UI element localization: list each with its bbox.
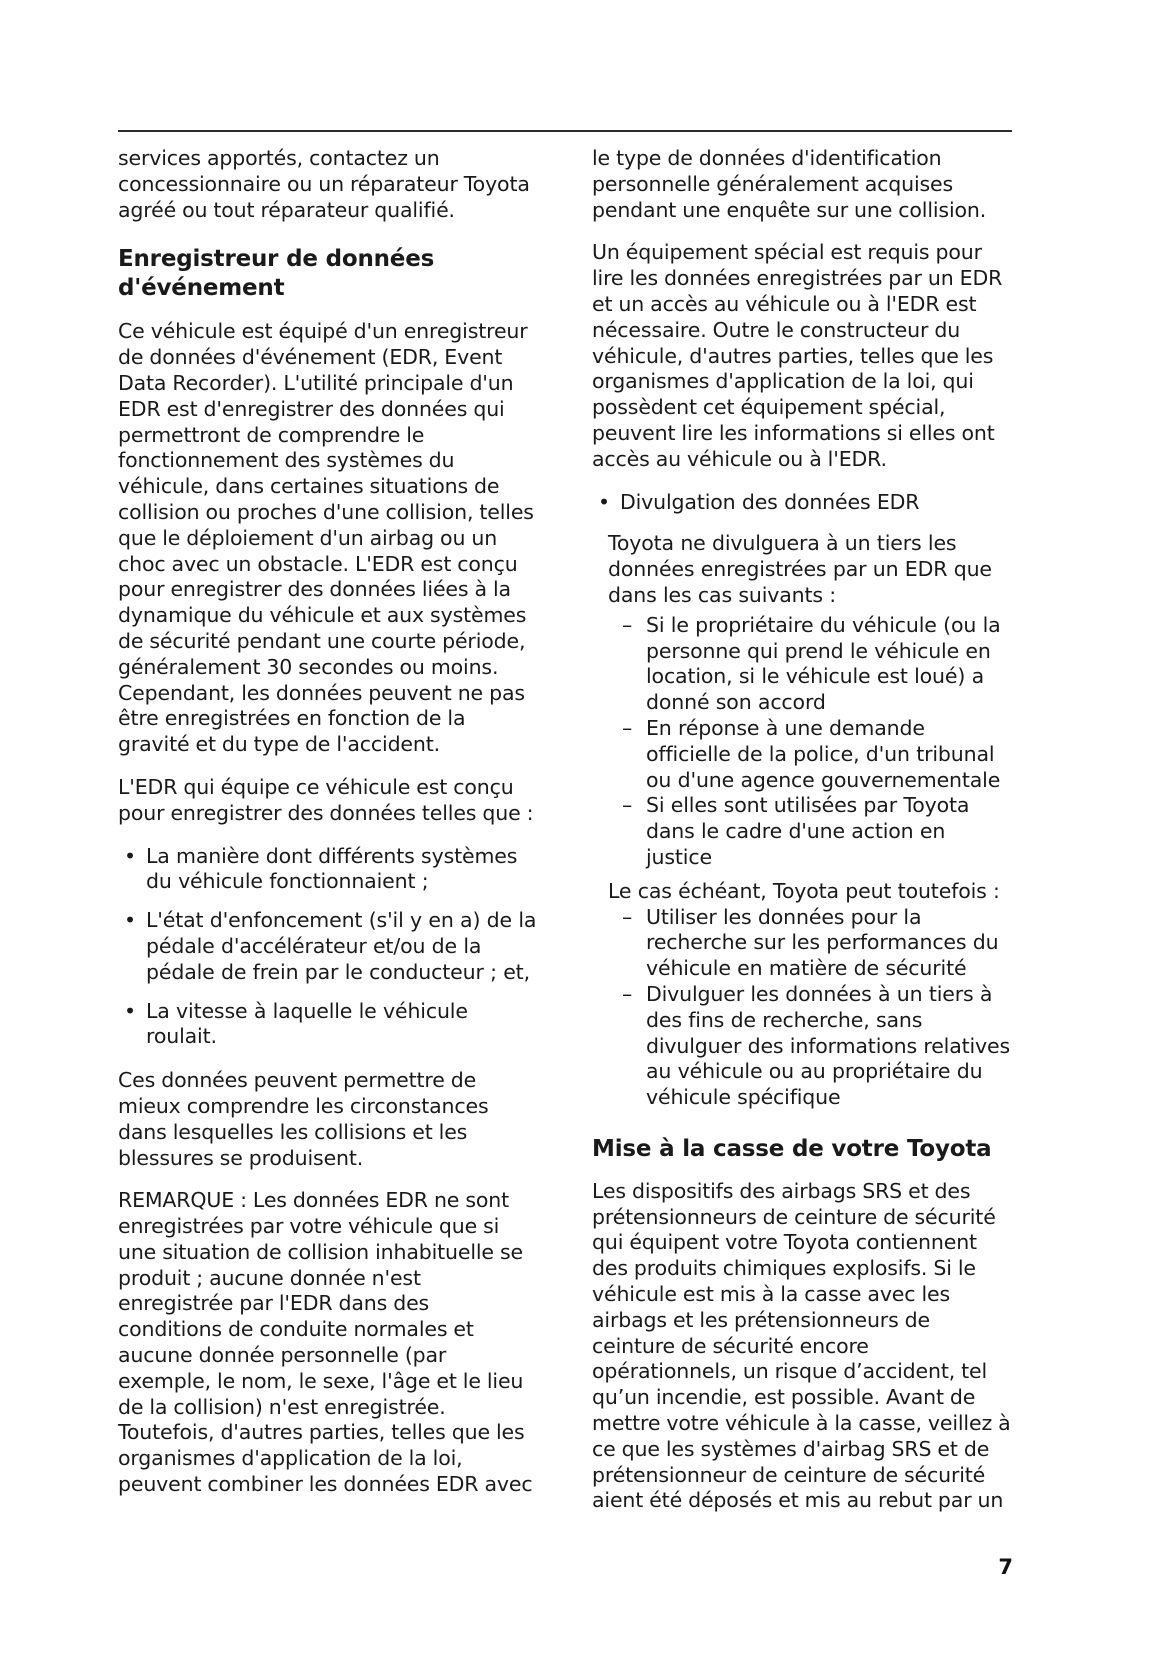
- paragraph-scrapping-warning: Les dispositifs des airbags SRS et des prétensionneurs de ceinture de sécurité qui équipent votre Toyota contiennent des produits chimiques explosifs. Si le véhicule est mis à la casse avec les airbags et les prétensionneurs de ceinture de sécurité encore opérationnels, un risque d’accident, tel qu’un incendie, est possible. Avant de mettre votre véhicule à la casse, veillez à ce que les systèmes d'airbag SRS et de prétensionneur de ceinture de sécurité aient été déposés et mis au rebut par un: [592, 1178, 1011, 1513]
- list-item: [592, 490, 1012, 516]
- paragraph-edr-records-intro: L'EDR qui équipe ce véhicule est conçu pour enregistrer des données telles que :: [118, 774, 534, 825]
- bullet-dot-icon: •: [124, 908, 136, 933]
- list-item: [118, 844, 538, 896]
- list-item-label: Divulguer les données à un tiers à des fins de recherche, sans divulguer des informations relatives au véhicule ou au propriétaire du véhicule spécifique: [646, 981, 1011, 1110]
- paragraph-special-equipment: Un équipement spécial est requis pour lire les données enregistrées par un EDR et un accès au véhicule ou à l'EDR est nécessaire. Outre le constructeur du véhicule, d'autres parties, telles que les organismes d'application de la loi, qui possèdent cet équipement spécial, peuvent lire les informations si elles ont accès au véhicule ou à l'EDR.: [592, 240, 1003, 471]
- paragraph-remarque-note: REMARQUE : Les données EDR ne sont enregistrées par votre véhicule que si une situation de collision inhabituelle se produit ; aucune donnée n'est enregistrée par l'EDR dans des conditions de conduite normales et aucune donnée personnelle (par exemple, le nom, le sexe, l'âge et le lieu de la collision) n'est enregistrée. Toutefois, d'autres parties, telles que les organismes d'application de la loi, peuvent combiner les données EDR avec: [118, 1188, 533, 1497]
- bullet-dot-icon: •: [598, 489, 610, 514]
- list-item: [622, 982, 1012, 1111]
- bullet-dot-icon: •: [124, 843, 136, 868]
- continued-paragraph: services apportés, contactez un concessionnaire ou un réparateur Toyota agréé ou tout réparateur qualifié.: [118, 146, 530, 222]
- bullet-dot-icon: •: [124, 998, 136, 1023]
- list-item: [622, 613, 1012, 716]
- paragraph-disclosure-intro: Toyota ne divulguera à un tiers les données enregistrées par un EDR que dans les cas suivants :: [608, 531, 992, 607]
- section-heading-scrapping-toyota: Mise à la casse de votre Toyota: [592, 1135, 992, 1162]
- list-item-label: Utiliser les données pour la recherche sur les performances du véhicule en matière de sécurité: [646, 904, 999, 981]
- list-item: [622, 793, 1012, 870]
- two-column-layout: [118, 146, 1012, 1531]
- disclosure-conditions-list: [592, 613, 1012, 871]
- list-item: [622, 716, 1012, 793]
- dash-bullet-icon: –: [622, 793, 633, 818]
- paragraph-personal-identification-data: le type de données d'identification personnelle généralement acquises pendant une enquête sur une collision.: [592, 146, 987, 222]
- section-heading-event-data-recorder: Enregistreur de données d'événement: [118, 246, 435, 302]
- left-column: [118, 146, 538, 1531]
- paragraph-data-usefulness: Ces données peuvent permettre de mieux comprendre les circonstances dans lesquelles les collisions et les blessures se produisent.: [118, 1068, 489, 1170]
- dash-bullet-icon: –: [622, 715, 633, 740]
- exception-uses-list: [592, 905, 1012, 1111]
- list-item-label: L'état d'enfoncement (s'il y en a) de la pédale d'accélérateur et/ou de la pédale de frein par le conducteur ; et,: [146, 908, 537, 984]
- page-number: 7: [998, 1555, 1013, 1579]
- dash-bullet-icon: –: [622, 981, 633, 1006]
- list-item-label: En réponse à une demande officielle de la police, d'un tribunal ou d'une agence gouvernementale: [646, 715, 1001, 792]
- dash-bullet-icon: –: [622, 612, 633, 637]
- list-item-label: Si le propriétaire du véhicule (ou la personne qui prend le véhicule en location, si le véhicule est loué) a donné son accord: [646, 612, 1001, 715]
- list-item: [118, 999, 538, 1051]
- header-rule-divider: [118, 130, 1012, 132]
- list-item-label: Divulgation des données EDR: [620, 489, 920, 514]
- paragraph-edr-description: Ce véhicule est équipé d'un enregistreur de données d'événement (EDR, Event Data Recorder). L'utilité principale d'un EDR est d'enregistrer des données qui permettront de comprendre le fonctionnement des systèmes du véhicule, dans certaines situations de collision ou proches d'une collision, telles que le déploiement d'un airbag ou un choc avec un obstacle. L'EDR est conçu pour enregistrer des données liées à la dynamique du véhicule et aux systèmes de sécurité pendant une courte période, généralement 30 secondes ou moins. Cependant, les données peuvent ne pas être enregistrées en fonction de la gravité et du type de l'accident.: [118, 319, 534, 757]
- list-item-label: Si elles sont utilisées par Toyota dans le cadre d'une action en justice: [646, 793, 970, 869]
- edr-data-types-list: [118, 844, 538, 1051]
- edr-disclosure-list: [592, 490, 1012, 516]
- list-item-label: La manière dont différents systèmes du véhicule fonctionnaient ;: [146, 843, 518, 894]
- right-column: [592, 146, 1012, 1531]
- list-item: [118, 908, 538, 985]
- list-item-label: La vitesse à laquelle le véhicule roulait.: [146, 998, 468, 1049]
- dash-bullet-icon: –: [622, 904, 633, 929]
- list-item: [622, 905, 1012, 982]
- paragraph-exception-intro: Le cas échéant, Toyota peut toutefois :: [608, 878, 1000, 903]
